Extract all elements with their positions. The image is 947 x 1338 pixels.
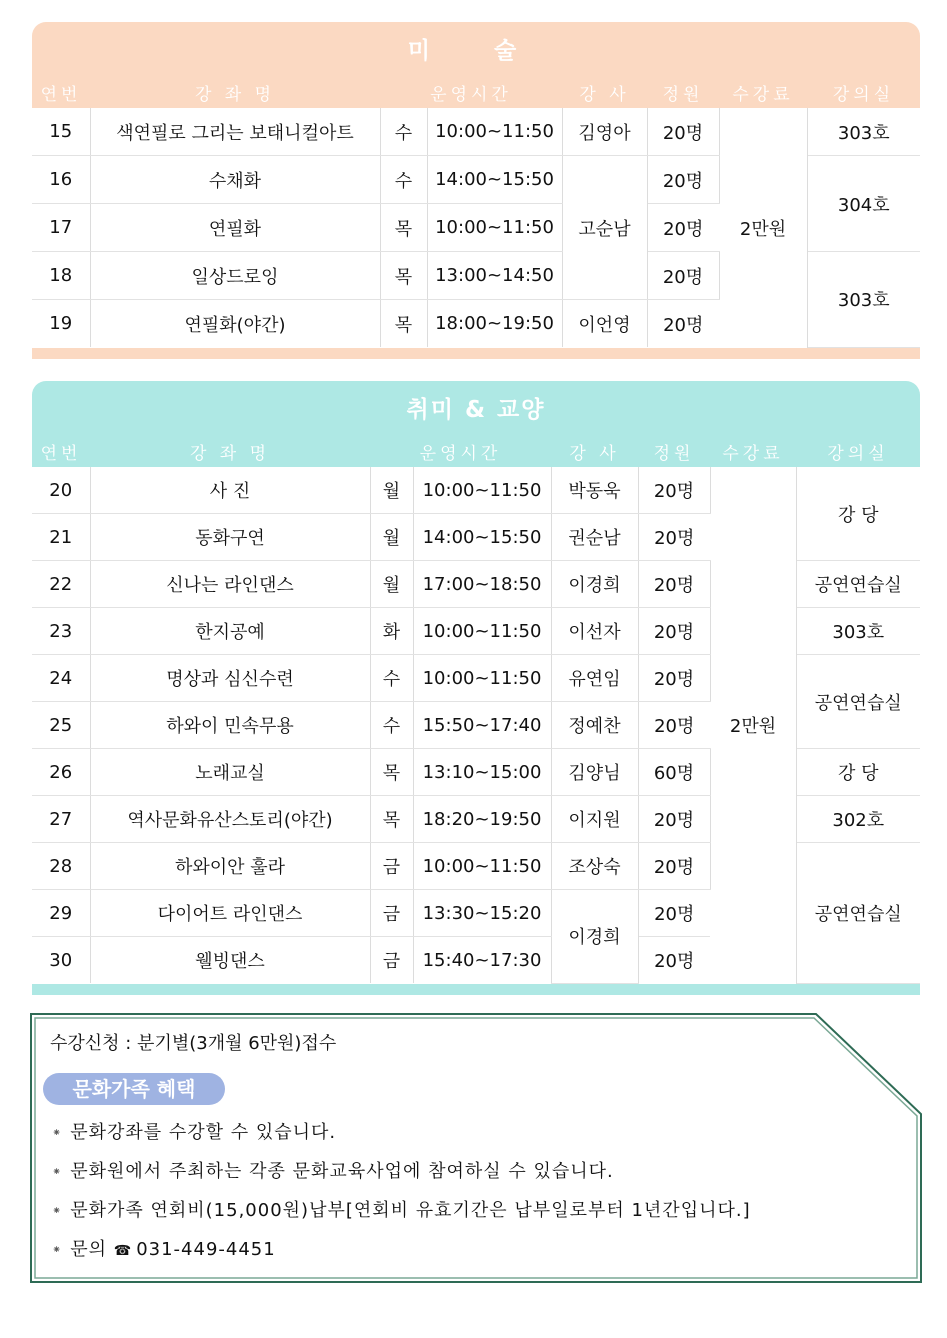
course-name: 수채화	[90, 156, 380, 204]
benefit-text: 문화원에서 주최하는 각종 문화교육사업에 참여하실 수 있습니다.	[70, 1161, 614, 1182]
course-teacher: 고순남	[562, 156, 647, 300]
course-day: 금	[370, 843, 413, 890]
course-capacity: 20명	[647, 108, 719, 156]
header-room: 강의실	[807, 76, 920, 108]
bullet-mark: ⁕	[52, 1126, 63, 1139]
course-day: 목	[370, 749, 413, 796]
course-no: 26	[32, 749, 90, 796]
course-name: 일상드로잉	[90, 252, 380, 300]
course-no: 29	[32, 890, 90, 937]
course-fee: 2만원	[719, 108, 807, 347]
course-no: 28	[32, 843, 90, 890]
course-name: 하와이안 훌라	[90, 843, 370, 890]
course-capacity: 20명	[638, 702, 710, 749]
course-day: 목	[380, 300, 427, 348]
benefit-title-badge: 문화가족 혜택	[43, 1073, 225, 1105]
course-capacity: 60명	[638, 749, 710, 796]
list-item	[52, 1195, 751, 1234]
hobby-course-table	[32, 435, 920, 984]
inquiry-label: 문의	[70, 1239, 107, 1260]
course-no: 25	[32, 702, 90, 749]
course-name: 신나는 라인댄스	[90, 561, 370, 608]
course-teacher: 이언영	[562, 300, 647, 348]
list-item	[52, 1234, 751, 1273]
course-capacity: 20명	[647, 252, 719, 300]
course-capacity: 20명	[638, 514, 710, 561]
course-name: 사 진	[90, 467, 370, 514]
course-day: 목	[380, 252, 427, 300]
course-capacity: 20명	[638, 843, 710, 890]
course-day: 수	[370, 655, 413, 702]
art-bottom-bar	[32, 348, 920, 359]
course-no: 18	[32, 252, 90, 300]
header-capacity: 정원	[647, 76, 719, 108]
list-item	[52, 1156, 751, 1195]
benefit-text: 문화가족 연회비(15,000원)납부[연회비 유효기간은 납부일로부터 1년간입니다.]	[70, 1200, 751, 1221]
course-no: 21	[32, 514, 90, 561]
course-day: 금	[370, 937, 413, 984]
course-teacher: 유연임	[551, 655, 638, 702]
phone-icon: ☎	[113, 1243, 133, 1259]
course-day: 화	[370, 608, 413, 655]
course-name: 연필화(야간)	[90, 300, 380, 348]
course-time: 14:00~15:50	[413, 514, 551, 561]
course-name: 한지공예	[90, 608, 370, 655]
header-no: 연번	[32, 76, 90, 108]
course-capacity: 20명	[663, 314, 704, 336]
course-teacher: 이지원	[551, 796, 638, 843]
course-time: 10:00~11:50	[413, 467, 551, 514]
art-course-table	[32, 76, 920, 348]
course-no: 16	[32, 156, 90, 204]
course-teacher: 권순남	[551, 514, 638, 561]
course-capacity: 20명	[647, 156, 719, 204]
course-teacher: 김양님	[551, 749, 638, 796]
header-fee: 수강료	[719, 76, 807, 108]
bullet-mark: ⁕	[52, 1204, 63, 1217]
course-time: 13:10~15:00	[413, 749, 551, 796]
course-day: 금	[370, 890, 413, 937]
course-teacher: 조상숙	[551, 843, 638, 890]
table-row	[32, 467, 920, 514]
course-day: 수	[380, 108, 427, 156]
course-teacher: 이경희	[551, 890, 638, 984]
table-header-row	[32, 76, 920, 108]
course-time: 14:00~15:50	[427, 156, 562, 204]
hobby-section-title: 취미 & 교양	[32, 381, 920, 435]
course-day: 월	[370, 514, 413, 561]
course-no: 24	[32, 655, 90, 702]
header-course-name: 강 좌 명	[90, 76, 380, 108]
header-teacher: 강 사	[551, 435, 638, 467]
list-item	[52, 1117, 751, 1156]
course-teacher: 정예찬	[551, 702, 638, 749]
course-no: 30	[32, 937, 90, 984]
course-teacher: 김영아	[562, 108, 647, 156]
header-room: 강의실	[796, 435, 920, 467]
course-day: 월	[370, 561, 413, 608]
course-name: 하와이 민속무용	[90, 702, 370, 749]
course-day: 목	[370, 796, 413, 843]
course-day: 수	[380, 156, 427, 204]
course-time: 18:00~19:50	[427, 300, 562, 348]
course-name: 웰빙댄스	[90, 937, 370, 984]
course-name: 역사문화유산스토리(야간)	[90, 796, 370, 843]
course-name: 노래교실	[90, 749, 370, 796]
membership-notice-box	[30, 1013, 922, 1283]
header-teacher: 강 사	[562, 76, 647, 108]
course-time: 10:00~11:50	[427, 204, 562, 252]
course-time: 10:00~11:50	[427, 108, 562, 156]
course-day: 수	[370, 702, 413, 749]
course-no: 20	[32, 467, 90, 514]
course-teacher: 이선자	[551, 608, 638, 655]
header-no: 연번	[32, 435, 90, 467]
course-time: 13:00~14:50	[427, 252, 562, 300]
course-time: 15:50~17:40	[413, 702, 551, 749]
course-capacity: 20명	[647, 204, 719, 252]
course-name: 동화구연	[90, 514, 370, 561]
course-teacher: 박동욱	[551, 467, 638, 514]
course-no: 19	[32, 300, 90, 348]
header-schedule: 운영시간	[370, 435, 551, 467]
apply-info: 수강신청 : 분기별(3개월 6만원)접수	[50, 1033, 337, 1054]
course-capacity: 20명	[638, 655, 710, 702]
course-room: 303호	[807, 252, 920, 348]
header-capacity: 정원	[638, 435, 710, 467]
course-capacity: 20명	[654, 951, 695, 972]
course-no: 17	[32, 204, 90, 252]
benefit-list	[52, 1117, 751, 1273]
course-room: 공연연습실	[796, 843, 920, 984]
course-time: 10:00~11:50	[413, 608, 551, 655]
course-no: 15	[32, 108, 90, 156]
course-fee: 2만원	[710, 467, 796, 983]
course-room: 공연연습실	[796, 561, 920, 608]
course-day: 목	[380, 204, 427, 252]
course-room: 공연연습실	[796, 655, 920, 749]
course-capacity: 20명	[638, 467, 710, 514]
course-time: 13:30~15:20	[413, 890, 551, 937]
course-room: 304호	[807, 156, 920, 252]
course-name: 명상과 심신수련	[90, 655, 370, 702]
benefit-text: 문화강좌를 수강할 수 있습니다.	[70, 1122, 337, 1143]
course-name: 색연필로 그리는 보태니컬아트	[90, 108, 380, 156]
course-time: 17:00~18:50	[413, 561, 551, 608]
table-row	[32, 108, 920, 156]
course-room: 강 당	[796, 749, 920, 796]
course-no: 22	[32, 561, 90, 608]
course-capacity: 20명	[638, 608, 710, 655]
header-schedule: 운영시간	[380, 76, 562, 108]
course-time: 15:40~17:30	[413, 937, 551, 984]
course-room: 303호	[796, 608, 920, 655]
course-capacity: 20명	[638, 561, 710, 608]
course-room: 303호	[807, 108, 920, 156]
header-course-name: 강 좌 명	[90, 435, 370, 467]
course-time: 18:20~19:50	[413, 796, 551, 843]
course-room: 강 당	[796, 467, 920, 561]
course-capacity: 20명	[638, 890, 710, 937]
bullet-mark: ⁕	[52, 1243, 63, 1256]
hobby-section	[32, 381, 920, 995]
course-no: 23	[32, 608, 90, 655]
course-day: 월	[370, 467, 413, 514]
course-teacher: 이경희	[551, 561, 638, 608]
course-capacity: 20명	[638, 796, 710, 843]
art-section	[32, 22, 920, 359]
course-time: 10:00~11:50	[413, 655, 551, 702]
hobby-bottom-bar	[32, 984, 920, 995]
course-name: 다이어트 라인댄스	[90, 890, 370, 937]
table-header-row	[32, 435, 920, 467]
art-section-title: 미 술	[32, 22, 920, 76]
bullet-mark: ⁕	[52, 1165, 63, 1178]
phone-number: 031-449-4451	[136, 1239, 276, 1260]
course-room: 302호	[796, 796, 920, 843]
course-no: 27	[32, 796, 90, 843]
header-fee: 수강료	[710, 435, 796, 467]
course-name: 연필화	[90, 204, 380, 252]
course-time: 10:00~11:50	[413, 843, 551, 890]
